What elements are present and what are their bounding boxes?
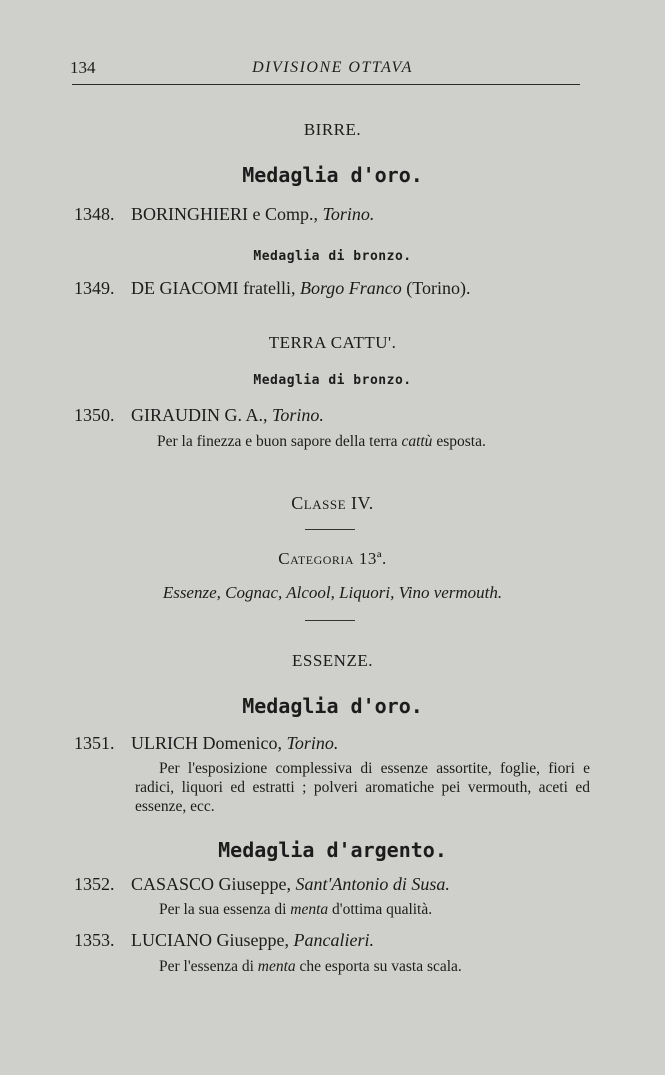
section-title-essenze: ESSENZE. bbox=[292, 651, 373, 670]
entry-place: Borgo Franco bbox=[299, 278, 402, 298]
entry-number: 1353. bbox=[74, 930, 115, 950]
short-rule bbox=[305, 529, 355, 530]
medal-gold-heading: Medaglia d'oro. bbox=[242, 163, 423, 187]
entry-1353 bbox=[74, 930, 374, 951]
entry-1350 bbox=[74, 405, 324, 426]
entry-1350-description bbox=[157, 433, 486, 451]
header-rule bbox=[72, 84, 580, 85]
desc-italic: menta bbox=[257, 958, 296, 975]
desc-text: esposta. bbox=[432, 433, 486, 450]
medal-bronze-heading: Medaglia di bronzo. bbox=[253, 249, 412, 264]
entry-1348 bbox=[74, 204, 374, 225]
desc-text: Per la sua essenza di bbox=[159, 901, 291, 918]
desc-text: Per la finezza e buon sapore della terra bbox=[157, 433, 402, 450]
short-rule bbox=[305, 620, 355, 621]
entry-number: 1350. bbox=[74, 405, 115, 425]
categoria-title: Categoria 13ª. bbox=[278, 549, 387, 568]
entry-name: GIRAUDIN G. A., bbox=[131, 405, 272, 425]
entry-1352 bbox=[74, 874, 450, 895]
medal-bronze-heading: Medaglia di bronzo. bbox=[253, 373, 412, 388]
entry-place: Sant'Antonio di Susa. bbox=[295, 874, 450, 894]
entry-place-rest: (Torino). bbox=[401, 278, 471, 298]
entry-name: DE GIACOMI fratelli, bbox=[131, 278, 300, 298]
entry-name: ULRICH Domenico, bbox=[131, 733, 287, 753]
categoria-subtitle: Essenze, Cognac, Alcool, Liquori, Vino vermouth. bbox=[162, 583, 503, 602]
entry-name: BORINGHIERI e Comp., bbox=[131, 204, 323, 224]
entry-place: Torino. bbox=[322, 204, 375, 224]
desc-italic: menta bbox=[290, 901, 329, 918]
section-title-birre: BIRRE. bbox=[303, 120, 362, 139]
entry-place: Torino. bbox=[272, 405, 324, 425]
entry-1351-description: Per l'esposizione complessiva di essenze assortite, foglie, fiori e radici, liquori ed estratti ; polveri aromatiche pei vermouth, aceti ed essenze, ecc. bbox=[135, 760, 590, 815]
desc-italic: cattù bbox=[401, 433, 433, 450]
page-number: 134 bbox=[70, 58, 96, 77]
entry-name: LUCIANO Giuseppe, bbox=[131, 930, 294, 950]
entry-number: 1352. bbox=[74, 874, 115, 894]
running-title: DIVISIONE OTTAVA bbox=[252, 59, 413, 76]
entry-number: 1348. bbox=[74, 204, 115, 224]
section-title-terra: TERRA CATTU'. bbox=[268, 333, 397, 352]
medal-silver-heading: Medaglia d'argento. bbox=[218, 838, 447, 862]
desc-text: che esporta su vasta scala. bbox=[295, 958, 462, 975]
entry-1351 bbox=[74, 733, 338, 754]
entry-1349 bbox=[74, 278, 471, 299]
desc-text: Per l'essenza di bbox=[159, 958, 258, 975]
entry-number: 1349. bbox=[74, 278, 115, 298]
entry-1353-description bbox=[159, 958, 462, 976]
medal-gold-heading: Medaglia d'oro. bbox=[242, 694, 423, 718]
entry-number: 1351. bbox=[74, 733, 115, 753]
entry-1352-description bbox=[159, 901, 432, 919]
entry-name: CASASCO Giuseppe, bbox=[131, 874, 296, 894]
desc-text: d'ottima qualità. bbox=[328, 901, 433, 918]
classe-title: Classe IV. bbox=[291, 493, 374, 513]
entry-place: Pancalieri. bbox=[293, 930, 374, 950]
entry-place: Torino. bbox=[286, 733, 339, 753]
